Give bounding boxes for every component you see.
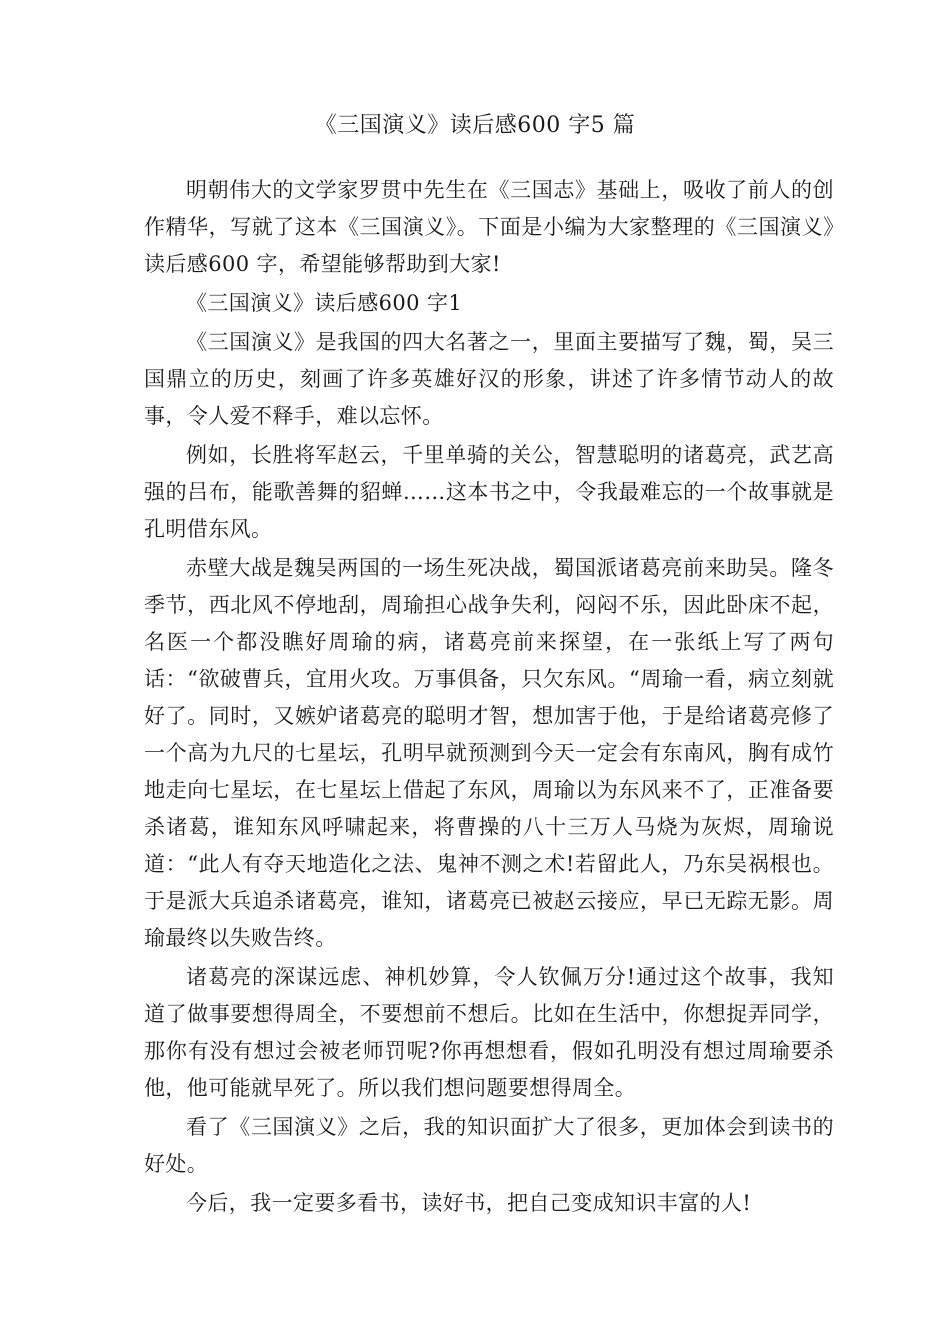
body-paragraph: 看了《三国演义》之后，我的知识面扩大了很多，更加体会到读书的好处。 — [144, 1115, 834, 1176]
body-paragraph: 例如，长胜将军赵云，千里单骑的关公，智慧聪明的诸葛亮，武艺高强的吕布，能歌善舞的貂蝉……这本书之中，令我最难忘的一个故事就是孔明借东风。 — [144, 443, 834, 541]
body-paragraph: 赤壁大战是魏吴两国的一场生死决战，蜀国派诸葛亮前来助吴。隆冬季节，西北风不停地刮，周瑜担心战争失利，闷闷不乐，因此卧床不起，名医一个都没瞧好周瑜的病，诸葛亮前来探望，在一张纸上写了两句话：“欲破曹兵，宜用火攻。万事俱备，只欠东风。“周瑜一看，病立刻就好了。同时，又嫉妒诸葛亮的聪明才智，想加害于他，于是给诸葛亮修了一个高为九尺的七星坛，孔明早就预测到今天一定会有东南风，胸有成竹地走向七星坛，在七星坛上借起了东风，周瑜以为东风来不了，正准备要杀诸葛，谁知东风呼啸起来，将曹操的八十三万人马烧为灰烬，周瑜说道：“此人有夺天地造化之法、鬼神不测之术!若留此人，乃东吴祸根也。于是派大兵追杀诸葛亮，谁知，诸葛亮已被赵云接应，早已无踪无影。周瑜最终以失败告终。 — [144, 556, 834, 950]
body-paragraph: 诸葛亮的深谋远虑、神机妙算，令人钦佩万分!通过这个故事，我知道了做事要想得周全，不要想前不想后。比如在生活中，你想捉弄同学，那你有没有想过会被老师罚呢?你再想想看，假如孔明没有想过周瑜要杀他，他可能就早死了。所以我们想问题要想得周全。 — [144, 965, 834, 1100]
document-body — [144, 172, 834, 1224]
body-paragraph: 《三国演义》是我国的四大名著之一，里面主要描写了魏，蜀，吴三国鼎立的历史，刻画了许多英雄好汉的形象，讲述了许多情节动人的故事，令人爱不释手，难以忘怀。 — [144, 330, 834, 428]
body-paragraph: 今后，我一定要多看书，读好书，把自己变成知识丰富的人! — [186, 1191, 752, 1215]
document-title: 《三国演义》读后感600 字5 篇 — [314, 113, 636, 138]
intro-paragraph: 明朝伟大的文学家罗贯中先生在《三国志》基础上，吸收了前人的创作精华，写就了这本《三国演义》。下面是小编为大家整理的《三国演义》读后感600 字，希望能够帮助到大家! — [144, 178, 834, 276]
section-heading: 《三国演义》读后感600 字1 — [186, 291, 463, 315]
